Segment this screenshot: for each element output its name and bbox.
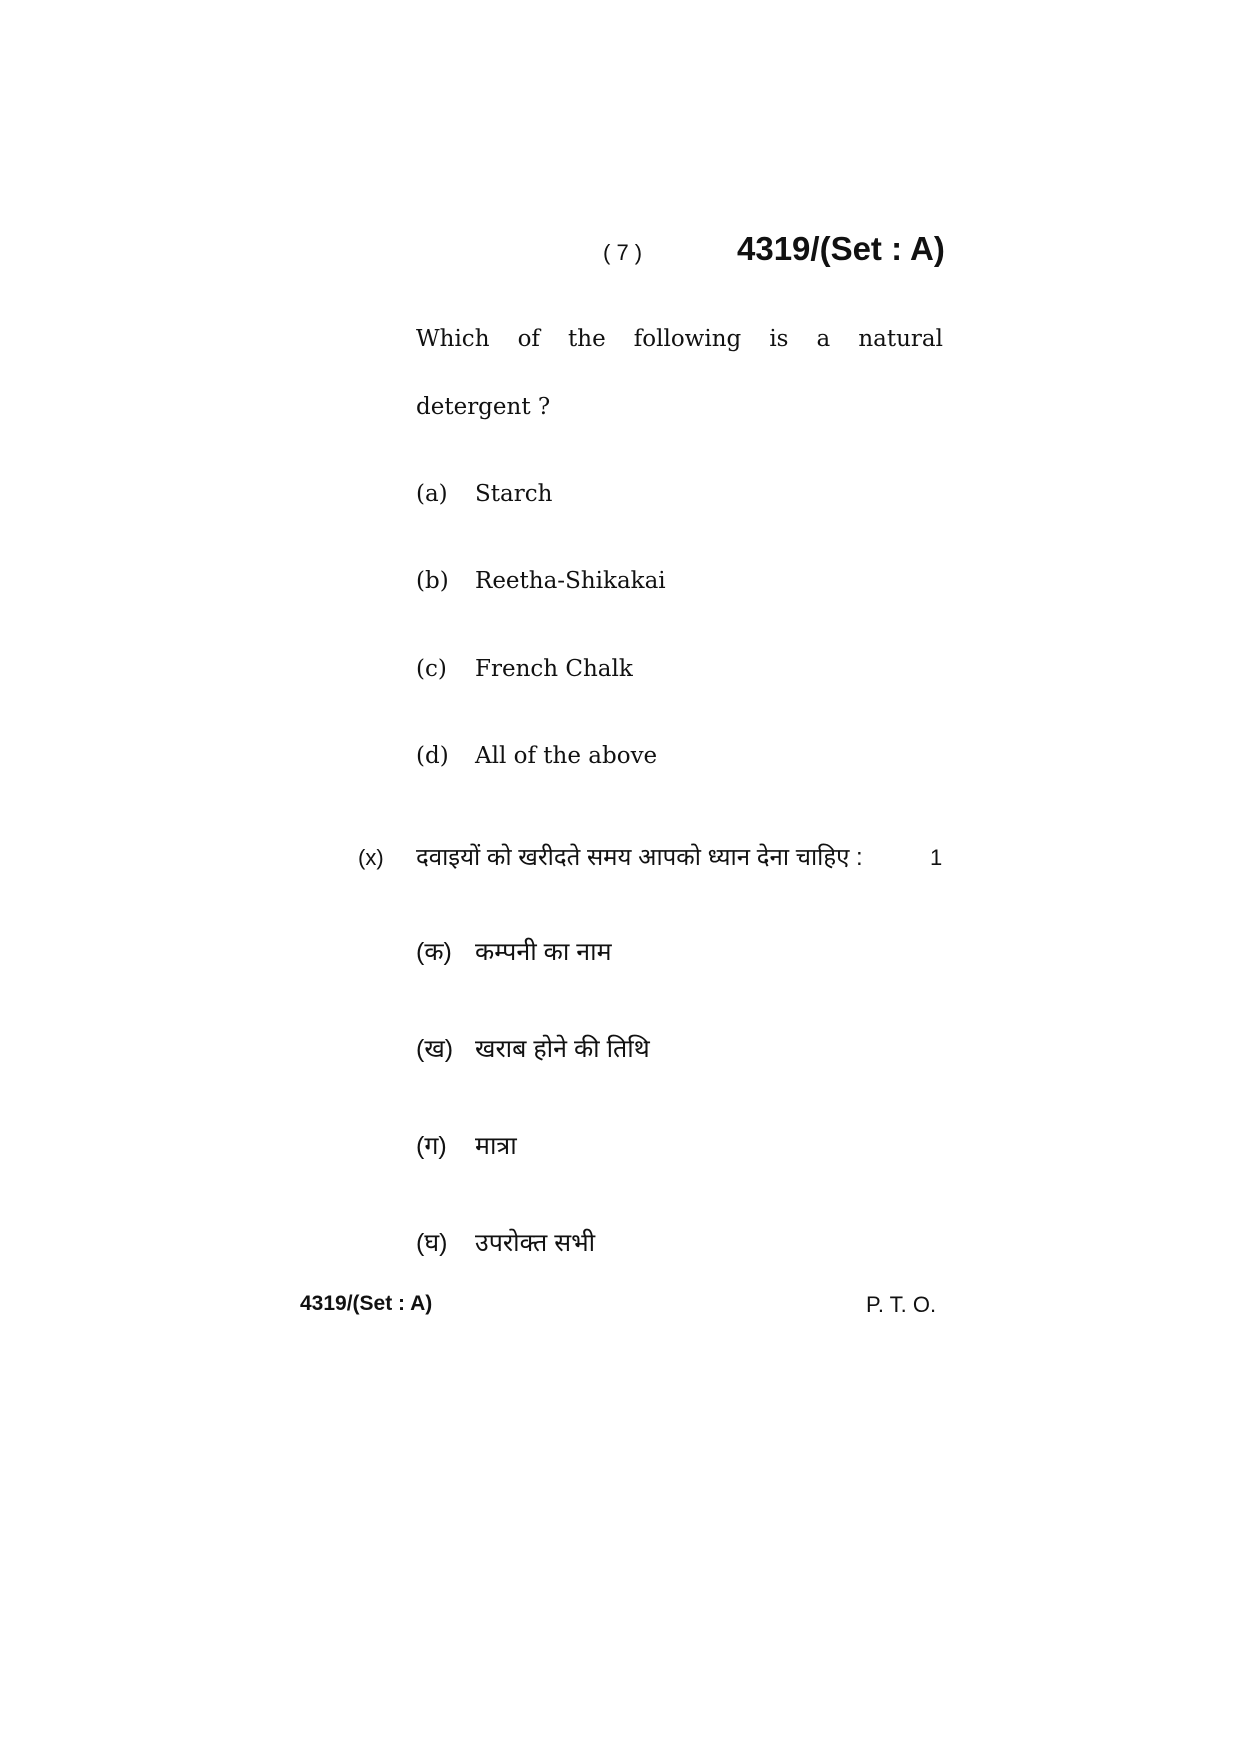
option-text: French Chalk [475, 656, 633, 682]
question-word: of [517, 326, 540, 352]
question-number: (x) [358, 845, 384, 870]
option-b [416, 568, 666, 594]
question-text-hindi: दवाइयों को खरीदते समय आपको ध्यान देना चाहिए : [416, 844, 863, 871]
page-number: ( 7 ) [603, 240, 643, 265]
option-text: कम्पनी का नाम [475, 938, 612, 966]
question-word: is [769, 326, 789, 352]
question-word: natural [858, 326, 943, 352]
option-kha [416, 1031, 650, 1065]
option-gha [416, 1225, 595, 1259]
pto-text: P. T. O. [866, 1292, 937, 1317]
paper-code-footer: 4319/(Set : A) [300, 1292, 433, 1315]
question-word: Which [416, 326, 490, 352]
question-marks: 1 [930, 845, 943, 870]
option-ga [416, 1128, 517, 1162]
question-text-line-2: detergent ? [416, 394, 551, 420]
option-text: Starch [475, 481, 553, 507]
option-d [416, 743, 657, 769]
option-c [416, 656, 633, 682]
option-ka [416, 934, 612, 968]
option-text: मात्रा [475, 1132, 517, 1160]
question-word: following [633, 326, 742, 352]
option-a [416, 481, 552, 507]
option-text: All of the above [475, 743, 658, 769]
option-label: (d) [416, 743, 449, 769]
option-label: (घ) [416, 1229, 448, 1257]
option-label: (a) [416, 481, 448, 507]
option-text: Reetha-Shikakai [475, 568, 666, 594]
option-text: खराब होने की तिथि [475, 1035, 650, 1063]
paper-code-header: 4319/(Set : A) [737, 230, 945, 267]
option-label: (ग) [416, 1132, 447, 1160]
option-label: (ख) [416, 1035, 454, 1063]
option-label: (क) [416, 938, 452, 966]
question-word: the [568, 326, 606, 352]
option-text: उपरोक्त सभी [475, 1229, 596, 1257]
option-label: (c) [416, 656, 447, 682]
option-label: (b) [416, 568, 449, 594]
question-text-line-1 [416, 326, 943, 352]
question-word: a [816, 326, 831, 352]
